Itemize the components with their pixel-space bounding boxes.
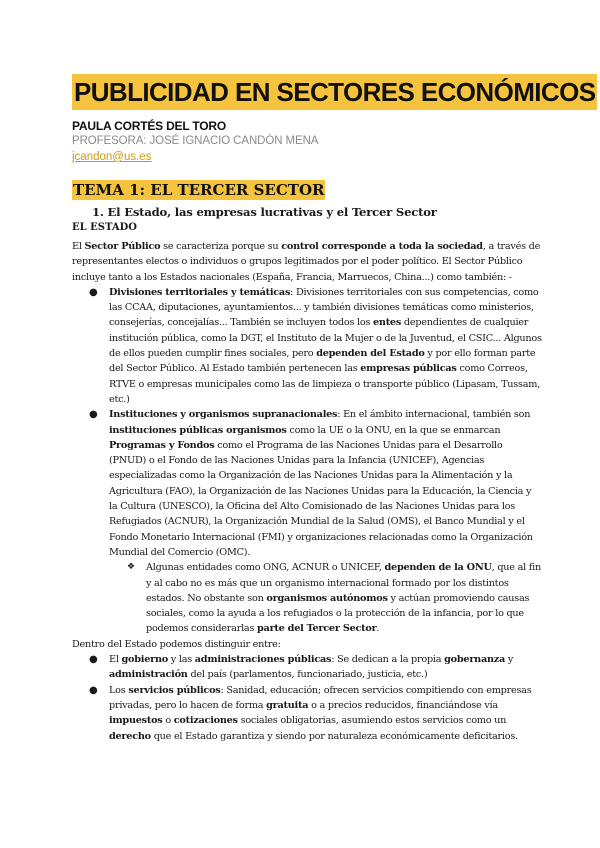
sub-list-item-text: Algunas entidades como ONG, ACNUR o UNICEF, dependen de la ONU, que al fin y al cabo no es más que un organismo internacional formado por los distintos estados. No obstante son organismos autónomos y actúan promoviendo causas sociales, como la ayuda a los refugiados o la protección de la infancia, por lo que podemos considerarlas parte del Tercer Sector. xyxy=(146,562,541,635)
bullet-icon: ● xyxy=(89,684,98,696)
bullet-list-2 xyxy=(72,652,542,744)
bold-text: impuestos xyxy=(109,715,163,727)
subheading: EL ESTADO xyxy=(72,222,138,233)
tema-heading: TEMA 1: EL TERCER SECTOR xyxy=(73,181,325,199)
bold-text: administración xyxy=(109,669,188,681)
document-title: PUBLICIDAD EN SECTORES ECONÓMICOS xyxy=(72,74,597,110)
bold-text: gratuita xyxy=(266,699,309,711)
list-item-text: Instituciones y organismos supranacionales: En el ámbito internacional, también son instituciones públicas organismos como la UE o la ONU, en la que se enmarcan Programas y Fondos como el Programa de las Naciones Unidas para el Desarrollo (PNUD) o el Fondo de las Naciones Unidas para la Infancia (UNICEF), Agencias especializadas como la Organización de las Naciones Unidas para la Alimentación y la Agricultura (FAO), la Organización de las Naciones Unidas para la Educación, la Ciencia y la Cultura (UNESCO), la Oficina del Alto Comisionado de las Naciones Unidas para los Refugiados (ACNUR), la Organización Mundial de la Salud (OMS), el Banco Mundial y el Fondo Monetario Internacional (FMI) y organizaciones relacionadas como la Organización Mundial del Comercio (OMC). xyxy=(109,409,533,558)
author-name: PAULA CORTÉS DEL TORO xyxy=(72,119,227,133)
bold-text: Instituciones y organismos supranacionales xyxy=(109,409,338,421)
bold-text: Divisiones territoriales y temáticas xyxy=(109,286,291,298)
bullet-list xyxy=(72,285,542,637)
bold-text: control corresponde a toda la sociedad xyxy=(281,241,483,252)
bold-text: cotizaciones xyxy=(173,715,238,727)
bold-text: administraciones públicas xyxy=(194,654,332,666)
list-item-text: Los servicios públicos: Sanidad, educación; ofrecen servicios compitiendo con empresas privadas, pero lo hacen de forma gratuita o a precios reducidos, financiándose vía impuestos o cotizaciones sociales obligatorias, asumiendo estos servicios como un derecho que el Estado garantiza y siendo por naturaleza económicamente deficitarios. xyxy=(109,684,532,742)
list-item xyxy=(72,652,542,683)
bullet-icon: ● xyxy=(89,654,98,666)
body-text xyxy=(72,239,542,744)
distinguish-intro: Dentro del Estado podemos distinguir entre: xyxy=(72,638,281,650)
professor-line: PROFESORA: JOSÉ IGNACIO CANDÓN MENA xyxy=(72,135,319,147)
bold-text: parte del Tercer Sector xyxy=(257,623,377,635)
list-item-text: El gobierno y las administraciones públicas: Se dedican a la propia gobernanza y administración del país (parlamentos, funcionariado, justicia, etc.) xyxy=(109,654,514,681)
sub-bullet-list xyxy=(109,560,542,636)
bold-text: Sector Público xyxy=(84,241,161,252)
sub-list-item xyxy=(109,560,542,636)
bold-text: empresas públicas xyxy=(360,363,457,375)
bold-text: instituciones públicas organismos xyxy=(109,424,287,436)
bold-text: dependen del Estado xyxy=(316,348,425,360)
bold-text: derecho xyxy=(109,730,151,742)
diamond-bullet-icon: ❖ xyxy=(127,562,135,573)
section-heading: 1. El Estado, las empresas lucrativas y el Tercer Sector xyxy=(92,205,437,219)
list-item xyxy=(72,407,542,636)
bold-text: entes xyxy=(373,317,402,329)
bullet-icon: ● xyxy=(89,286,98,298)
bold-text: gobernanza xyxy=(444,654,506,666)
email-link[interactable]: jcandon@us.es xyxy=(72,151,152,163)
bold-text: organismos autónomos xyxy=(266,592,388,604)
bold-text: gobierno xyxy=(121,654,168,666)
intro-paragraph: El Sector Público se caracteriza porque su control corresponde a toda la sociedad, a través de representantes electos o individuos o grupos legitimados por el poder político. El Sector Público incluye tanto a los Estados nacionales (España, Francia, Marruecos, China...) como también: - xyxy=(72,241,541,283)
list-item xyxy=(72,683,542,744)
list-item-text: Divisiones territoriales y temáticas: Divisiones territoriales con sus competencias, como las CCAA, diputaciones, ayuntamientos... y también divisiones temáticas como ministerios, consejerías, concejalías... También se incluyen todos los entes dependientes de cualquier institución pública, como la DGT, el Instituto de la Mujer o de la Juventud, el CSIC... Algunos de ellos pueden cumplir fines sociales, pero dependen del Estado y por ello forman parte del Sector Público. Al Estado también pertenecen las empresas públicas como Correos, RTVE o empresas municipales como las de limpieza o transporte público (Lipasam, Tussam, etc.) xyxy=(109,286,542,405)
bold-text: dependen de la ONU xyxy=(384,562,492,574)
bullet-icon: ● xyxy=(89,409,98,421)
bold-text: servicios públicos xyxy=(128,684,221,696)
list-item xyxy=(72,285,542,407)
bold-text: Programas y Fondos xyxy=(109,439,215,451)
